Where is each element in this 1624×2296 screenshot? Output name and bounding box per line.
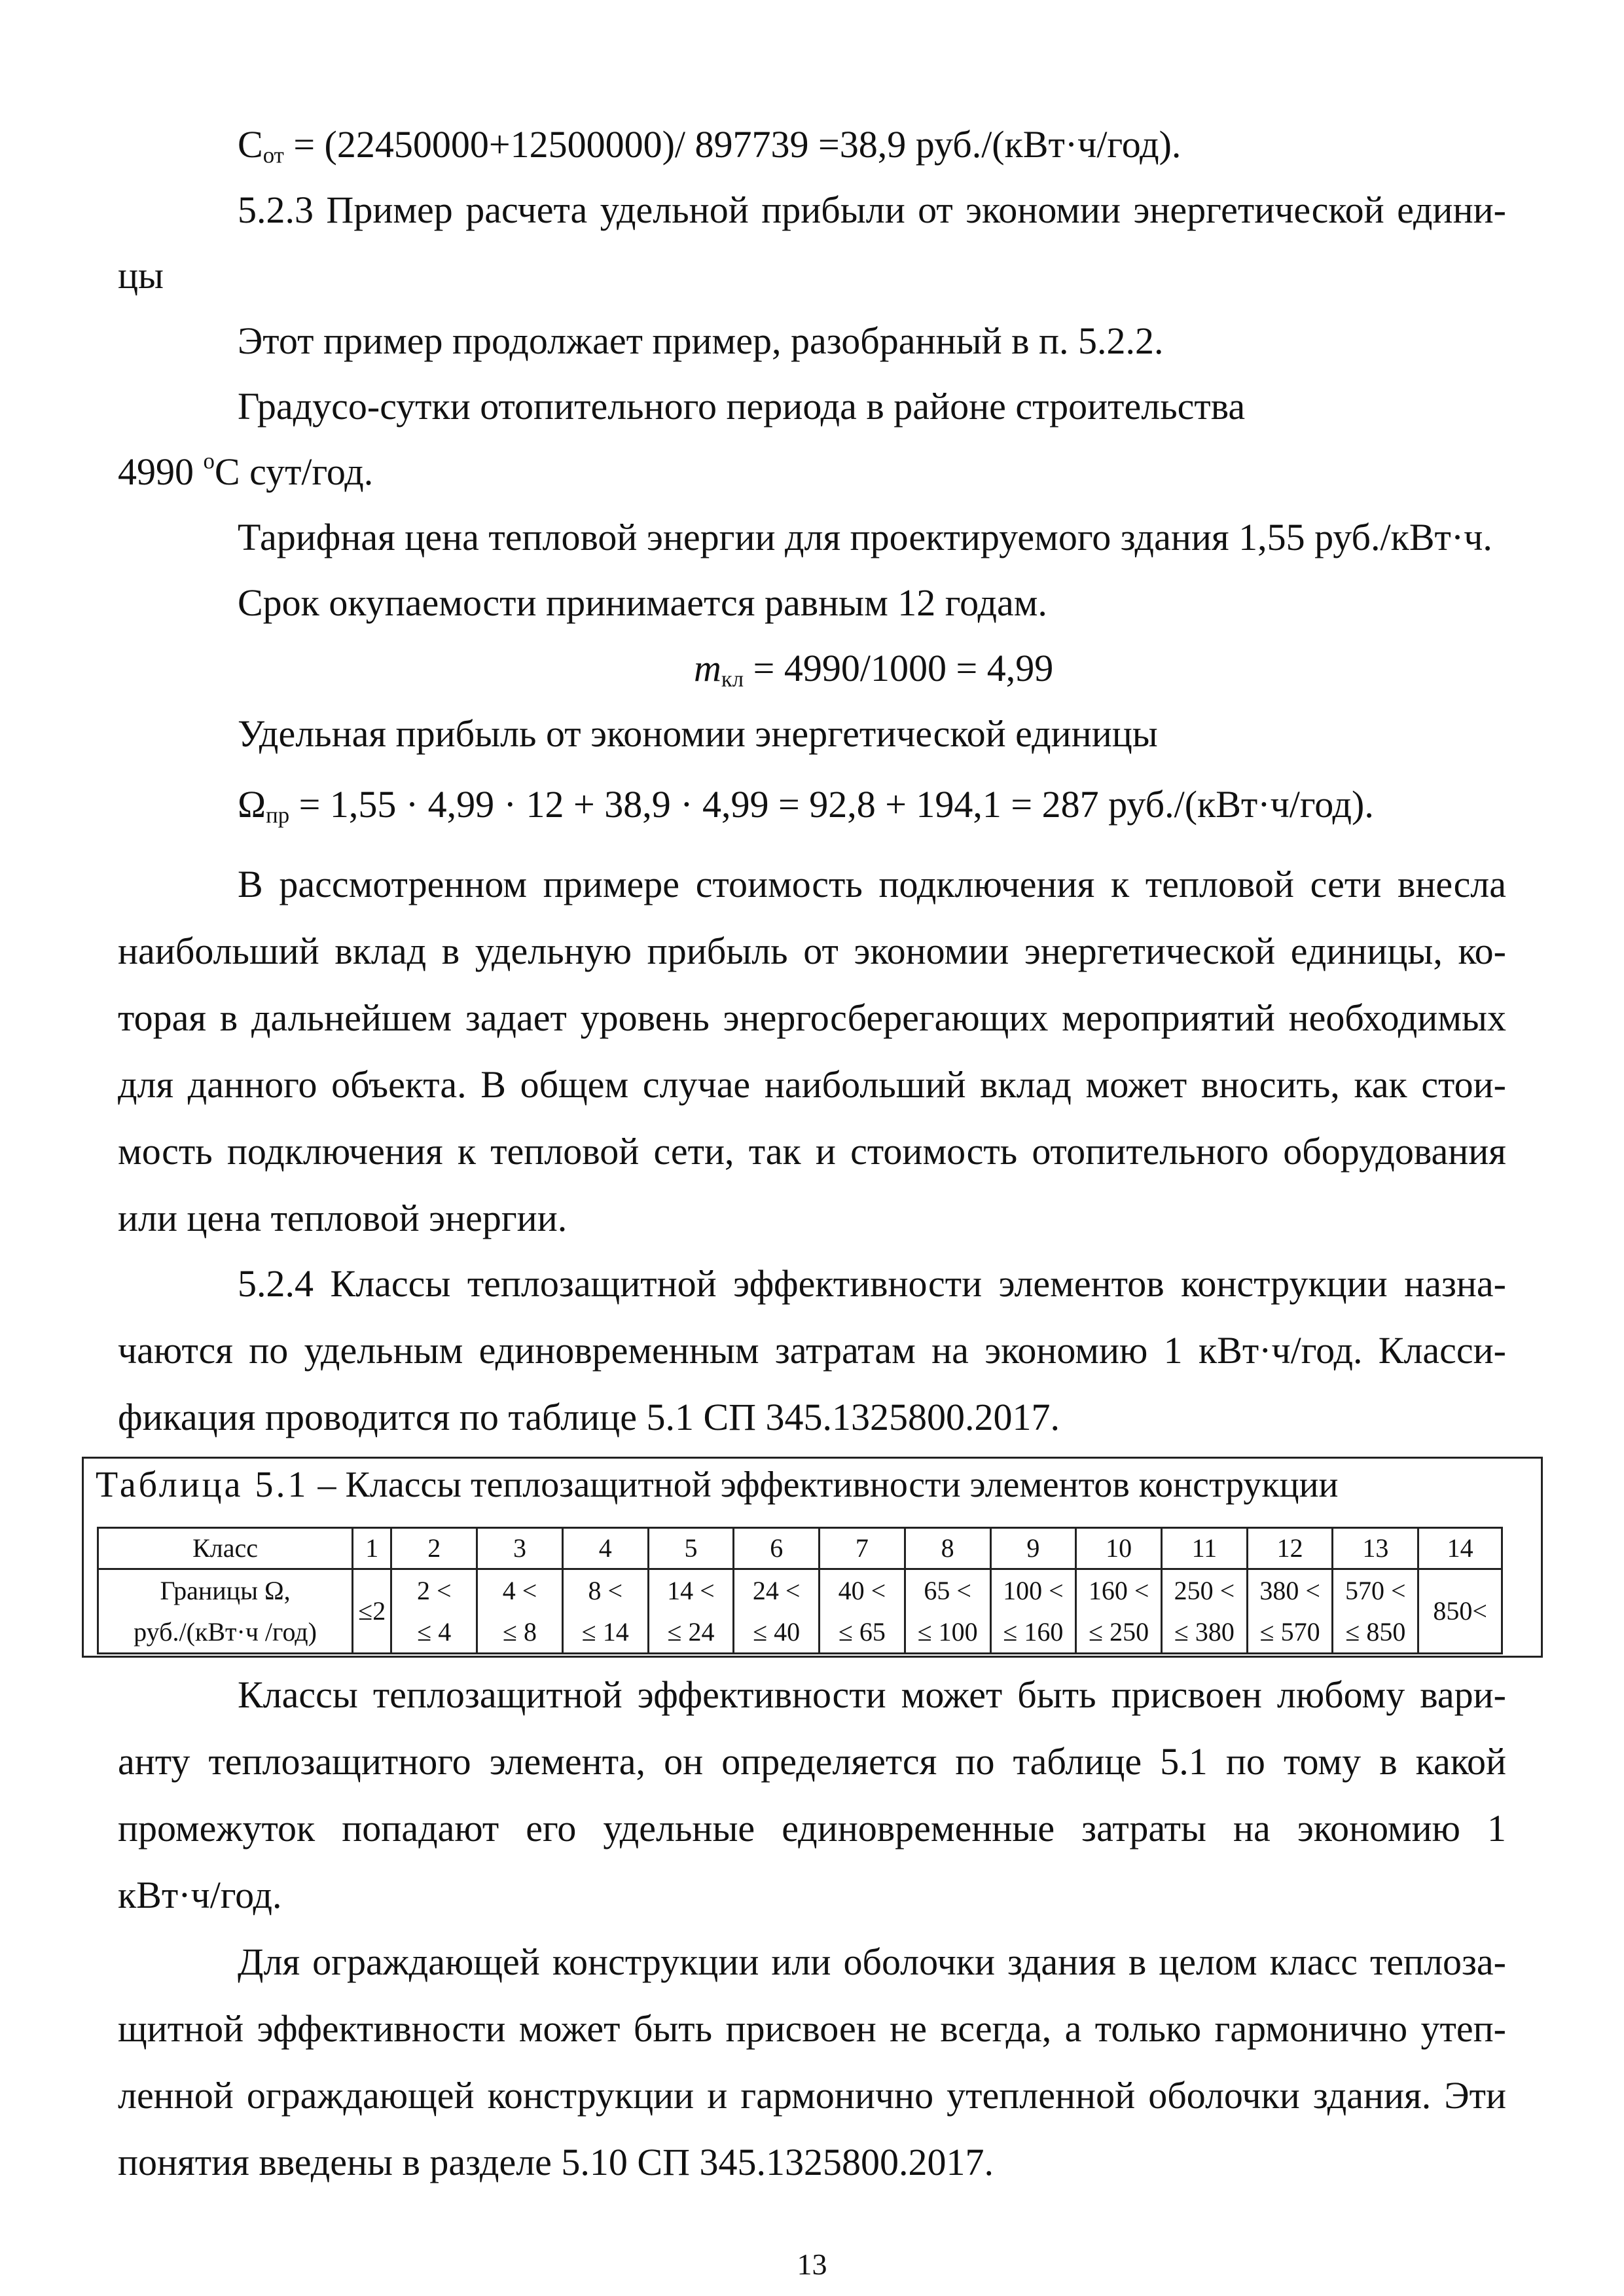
class-cell: 14 xyxy=(1418,1528,1502,1569)
bound-cell: 250 < ≤ 380 xyxy=(1162,1569,1248,1654)
class-cell: 5 xyxy=(648,1528,734,1569)
para-considered-line: наибольший вклад в удельную прибыль от экономии энергетической единицы, ко- xyxy=(118,930,1506,972)
class-cell: 13 xyxy=(1333,1528,1418,1569)
bound-cell: ≤2 xyxy=(353,1569,391,1654)
degree-days-value: 4990 $^о$С сут/год. xyxy=(118,448,374,493)
para-classes-line: промежуток попадают его удельные единовременные затраты на экономию 1 xyxy=(118,1807,1506,1850)
paragraph-profit-label: Удельная прибыль от экономии энергетической единицы xyxy=(238,712,1158,755)
para-classes-line: кВт·ч/год. xyxy=(118,1874,282,1916)
para-considered-line: В рассмотренном примере стоимость подключения к тепловой сети внесла xyxy=(238,863,1506,905)
para-classes-line: Классы теплозащитной эффективности может быть присвоен любому вари- xyxy=(238,1673,1506,1716)
paragraph-payback: Срок окупаемости принимается равным 12 годам. xyxy=(238,581,1047,624)
formula-omega: $\Omega_{пр} = 1,55 \cdot 4,99 \cdot 12 + 38,9 \cdot 4,99 = 92,8 + 194,1 = 287$ руб./(кВт·ч/год). xyxy=(238,783,1374,828)
bound-cell: 2 < ≤ 4 xyxy=(391,1569,477,1654)
class-cell: 7 xyxy=(820,1528,905,1569)
para-considered-line: мость подключения к тепловой сети, так и стоимость отопительного оборудования xyxy=(118,1130,1506,1173)
para-524-line: чаются по удельным единовременным затратам на экономию 1 кВт·ч/год. Класси- xyxy=(118,1329,1506,1372)
para-524-line: фикация проводится по таблице 5.1 СП 345.1325800.2017. xyxy=(118,1396,1060,1438)
class-cell: 8 xyxy=(905,1528,990,1569)
paragraph-degree-days: Градусо-сутки отопительного периода в районе строительства xyxy=(238,385,1246,428)
bound-cell: 850< xyxy=(1418,1569,1502,1654)
para-considered-line: для данного объекта. В общем случае наибольший вклад может вносить, как стои- xyxy=(118,1063,1506,1106)
table-header-row xyxy=(98,1528,1502,1569)
para-considered-line: или цена тепловой энергии. xyxy=(118,1197,568,1239)
bound-cell: 8 < ≤ 14 xyxy=(562,1569,648,1654)
para-enclosing-line: понятия введены в разделе 5.10 СП 345.1325800.2017. xyxy=(118,2141,994,2183)
class-cell: 10 xyxy=(1076,1528,1162,1569)
para-enclosing-line: щитной эффективности может быть присвоен не всегда, а только гармонично утеп- xyxy=(118,2007,1506,2050)
class-cell: 2 xyxy=(391,1528,477,1569)
bound-cell: 160 < ≤ 250 xyxy=(1076,1569,1162,1654)
class-cell: 11 xyxy=(1162,1528,1248,1569)
bound-cell: 65 < ≤ 100 xyxy=(905,1569,990,1654)
bound-cell: 40 < ≤ 65 xyxy=(820,1569,905,1654)
paragraph-example: Этот пример продолжает пример, разобранный в п. 5.2.2. xyxy=(238,319,1164,362)
section-523-heading-line1: 5.2.3 Пример расчета удельной прибыли от экономии энергетической едини- xyxy=(238,189,1506,231)
formula-mkl: $m_{кл} = 4990/1000 = 4,99$ xyxy=(694,647,1054,692)
bound-cell: 4 < ≤ 8 xyxy=(477,1569,563,1654)
class-cell: 9 xyxy=(990,1528,1076,1569)
section-523-heading-line2: цы xyxy=(118,254,164,297)
class-cell: 4 xyxy=(562,1528,648,1569)
bound-cell: 380 < ≤ 570 xyxy=(1247,1569,1333,1654)
para-enclosing-line: Для ограждающей конструкции или оболочки здания в целом класс теплоза- xyxy=(238,1941,1506,1983)
para-524-line: 5.2.4 Классы теплозащитной эффективности элементов конструкции назна- xyxy=(238,1262,1506,1305)
table-caption: Таблица 5.1 – Классы теплозащитной эффективности элементов конструкции xyxy=(96,1465,1339,1505)
para-classes-line: анту теплозащитного элемента, он определяется по таблице 5.1 по тому в какой xyxy=(118,1740,1506,1783)
bound-cell: 100 < ≤ 160 xyxy=(990,1569,1076,1654)
bound-cell: 14 < ≤ 24 xyxy=(648,1569,734,1654)
table-bounds-row xyxy=(98,1569,1502,1654)
class-cell: 6 xyxy=(734,1528,820,1569)
para-considered-line: торая в дальнейшем задает уровень энергосберегающих мероприятий необходимых xyxy=(118,996,1506,1039)
class-cell: 12 xyxy=(1247,1528,1333,1569)
formula-cot: $C_{от} = (22450000+12500000)/$ 897739 =38,9 руб./(кВт·ч/год). xyxy=(238,123,1182,168)
paragraph-tariff: Тарифная цена тепловой энергии для проектируемого здания 1,55 руб./кВт·ч. xyxy=(238,516,1492,558)
bound-cell: 24 < ≤ 40 xyxy=(734,1569,820,1654)
classes-table xyxy=(97,1527,1503,1654)
para-enclosing-line: ленной ограждающей конструкции и гармонично утепленной оболочки здания. Эти xyxy=(118,2074,1506,2117)
class-cell: 3 xyxy=(477,1528,563,1569)
bounds-row-label: Границы Ω, руб./(кВт·ч /год) xyxy=(98,1569,353,1654)
page-number: 13 xyxy=(797,2248,827,2281)
table-header-label: Класс xyxy=(98,1528,353,1569)
bound-cell: 570 < ≤ 850 xyxy=(1333,1569,1418,1654)
class-cell: 1 xyxy=(353,1528,391,1569)
